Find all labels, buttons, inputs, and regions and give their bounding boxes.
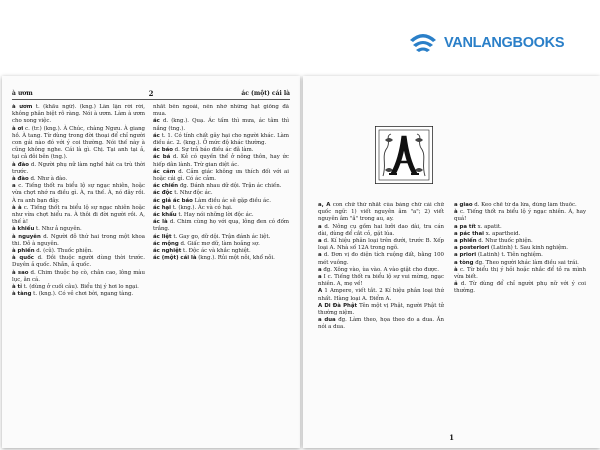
brand-logo (408, 28, 564, 58)
entry-headword: à quốc (12, 255, 34, 262)
entry-headword: ác chiến (153, 183, 179, 190)
entry-headword: a posteriori (454, 245, 490, 252)
dictionary-entry (153, 104, 289, 118)
entry-definition: t. Hay nói những lời độc ác. (178, 212, 254, 219)
entry-headword: a tòng (454, 259, 474, 266)
entry-definition: t. (kng.). Ác và có hại. (172, 204, 233, 211)
dictionary-entry (12, 255, 145, 269)
entry-headword: a pác thai (454, 230, 484, 237)
entry-definition: t. Gay go, dữ dội. Trận đánh ác liệt. (173, 233, 271, 240)
entry-definition: t. 1. Có tính chất gây hại cho người khác. Làm điều ác. 2. (kng.). Ở mức độ khác thường. (153, 132, 289, 147)
dictionary-entry (12, 291, 145, 298)
entry-headword: A (318, 288, 323, 295)
dictionary-entry (153, 255, 289, 262)
dictionary-entry (153, 234, 289, 241)
dictionary-entry (12, 162, 145, 176)
dictionary-entry (454, 252, 586, 259)
entry-definition: d. (cũ). Thuốc phiện. (36, 248, 93, 255)
entry-headword: ác liệt (153, 233, 172, 240)
entry-definition: t. (kng.). Có vẻ chơi bời, ngang tàng. (33, 291, 134, 298)
entry-headword: à khiếu (12, 226, 35, 233)
entry-definition: Làm điều ác sẽ gặp điều ác. (194, 197, 271, 204)
entry-definition: d. Người đỗ thứ hai trong một khoa thi. Đỗ à nguyên. (12, 233, 145, 247)
dictionary-entry (318, 238, 444, 252)
entry-headword: A Di Đà Phật (318, 302, 358, 309)
dictionary-entry (12, 104, 145, 126)
dictionary-entry (12, 270, 145, 284)
entry-headword: ác khẩu (153, 212, 177, 219)
header-left-guide-word: à ươm (12, 90, 33, 97)
entry-definition: đg. Xông vào, ùa vào. A vào giật cho được. (323, 266, 440, 273)
entry-headword: ác hại (153, 204, 172, 211)
dictionary-entry (318, 267, 444, 274)
entry-definition: d. Từ dùng để chỉ người phụ nữ với ý coi thường. (454, 281, 586, 295)
entry-headword: a (318, 223, 322, 230)
dictionary-entry (153, 190, 289, 197)
entry-headword: ác (một) cái là (153, 255, 197, 262)
entry-headword: à à (12, 204, 22, 211)
entry-definition: (kng.). Rủi một nỗi, khổ nỗi. (198, 255, 275, 262)
right-page (303, 76, 600, 448)
entry-definition: c. Tiếng thốt ra biểu lộ ý ngạc nhiên. À, hay quá! (454, 209, 586, 223)
entry-headword: ác là (153, 219, 168, 226)
dictionary-entry (12, 126, 145, 162)
page-header (12, 90, 290, 100)
entry-definition: d. Sự trả báo điều ác đã làm. (174, 147, 254, 154)
dictionary-entry (153, 169, 289, 183)
entry-definition: t. (khẩu ngữ). (kng.) Lân lận rời rời, không phân biệt rõ ràng. Nói à ươm. Làm à ươm cho xong việc. (12, 104, 145, 125)
entry-definition: con chữ thứ nhất của bảng chữ cái chữ quốc ngữ: 1) viết nguyên âm "a"; 2) viết nguyên âm "ă" trong au, ay. (318, 202, 444, 223)
entry-definition: d. Chim thuộc họ cò, chân cao, lông màu lục, ăn cá. (12, 269, 145, 283)
entry-definition: t. Độc ác và khắc nghiệt. (183, 248, 251, 255)
entry-headword: a pa tít (454, 223, 476, 230)
dictionary-entry (12, 183, 145, 205)
entry-definition: d. Giấc mơ dữ, làm hoảng sợ. (180, 240, 260, 247)
entry-headword: ác nghiệt (153, 248, 182, 255)
dictionary-column-2 (454, 202, 586, 442)
decorative-letter-a-icon (375, 126, 433, 184)
dictionary-entry (153, 154, 289, 168)
dictionary-entry (454, 224, 586, 231)
entry-headword: ác độc (153, 190, 173, 197)
entry-definition: t. (dùng ở cuối câu). Biểu thị ý hơi lo ngại. (23, 284, 139, 291)
entry-headword: ác giả ác báo (153, 197, 193, 204)
entry-definition: nhất bên ngoài, nên nhớ những hạt giống đã mua. (153, 104, 289, 118)
dictionary-entry (12, 205, 145, 227)
dictionary-entry (318, 224, 444, 238)
entry-headword: à (454, 266, 458, 273)
entry-definition: d. Nông cụ gồm hai lưỡi dao dài, tra cán dài, dùng để cắt cỏ, gặt lúa. (318, 223, 444, 237)
entry-definition: d. Kí hiệu phân loại trên dưới, trước B. Xếp loại A. Nhà số 12A trong ngõ. (318, 238, 444, 252)
entry-definition: x. apartheid. (485, 230, 521, 237)
entry-definition: d. Đơn vị đo diện tích ruộng đất, bằng 100 mét vuông. (318, 252, 444, 266)
dictionary-column-1 (318, 202, 444, 442)
entry-definition: c. Tiếng thốt ra biểu lộ sự ngạc nhiên hoặc như vừa chợt hiểu ra. À thôi đi đời người rồi. A, thế à! (12, 204, 145, 226)
entry-definition: d. Chim cùng họ với quạ, lông đen có đốm trắng. (153, 219, 289, 233)
entry-definition: d. Như thuốc phiện. (478, 238, 533, 245)
entry-headword: à tàng (12, 291, 32, 298)
entry-headword: a (318, 266, 322, 273)
dictionary-entry (153, 241, 289, 248)
ornamental-initial (375, 126, 433, 184)
dictionary-entry (153, 118, 289, 132)
entry-headword: à tỉ (12, 284, 22, 291)
entry-definition: Tên một vị Phật, người Phật tử thường niệm. (318, 302, 444, 317)
dictionary-entry (318, 202, 444, 224)
entry-definition: t. Như ả nguyên. (36, 226, 82, 233)
entry-definition: c. Từ biểu thị ý hỏi hoặc nhắc để tỏ ra mình vừa biết. (454, 266, 586, 281)
entry-definition: d. (kng.). Quạ. Ác tấm thì mưa, ác tâm thì nắng (tng.). (153, 118, 289, 132)
dictionary-entry (12, 234, 145, 248)
book-wave-icon (408, 30, 438, 56)
entry-headword: ác cảm (153, 168, 176, 175)
header-right-guide-word: ác (một) cái là (241, 90, 290, 97)
dictionary-entry (318, 274, 444, 288)
entry-definition: d. Cảm giác không ưa thích đối với ai hoặc cái gì. Có ác cảm. (153, 168, 289, 183)
entry-headword: ả (454, 281, 458, 288)
dictionary-entry (153, 219, 289, 233)
dictionary-entry (454, 260, 586, 267)
entry-definition: d. Keo chế từ da lừa, dùng làm thuốc. (474, 202, 577, 208)
entry-definition: c. Tiếng thốt ra biểu lộ sự ngạc nhiên, hoặc vừa chợt nhớ ra điều gì. À, ra thế. À, nó đây rồi. À ra anh bạn đây. (12, 183, 145, 204)
entry-definition: t. Như độc ác. (174, 190, 213, 197)
dictionary-entry (318, 303, 444, 317)
entry-headword: a dua (318, 317, 336, 324)
entry-definition: c. (tr.) (kng.). À Chúc, chàng Ngưu. À giang hồ. À tang. Từ dùng trong đời thoại để chỉ người con gái nào đó với ý coi thường. Nói thế này à cũng không nghe. Cái là gì. Chị. Tại anh tại ả, tại cả đôi bên (tng.). (12, 125, 145, 161)
entry-headword: a giao (454, 202, 473, 208)
left-page (2, 76, 300, 448)
entry-definition: d. Như à đào. (30, 176, 68, 183)
entry-headword: a (318, 238, 322, 245)
dictionary-entry (153, 133, 289, 147)
entry-headword: à nguyên (12, 233, 41, 240)
entry-headword: a (318, 274, 322, 281)
entry-headword: à đào (12, 176, 29, 183)
entry-definition: (Latinh) t. Tiên nghiệm. (477, 252, 543, 259)
brand-name: VANLANGBOOKS (444, 35, 565, 51)
entry-headword: à ươm (12, 104, 33, 110)
dictionary-entry (318, 317, 444, 331)
entry-definition: d. Người phụ nữ làm nghề hát ca trù thời trước. (12, 161, 145, 175)
dictionary-entry (454, 267, 586, 281)
dictionary-entry (454, 281, 586, 295)
dictionary-column-2 (153, 104, 289, 442)
entry-headword: a, A (318, 202, 331, 208)
entry-headword: ác bá (153, 154, 171, 161)
dictionary-entry (318, 288, 444, 302)
entry-definition: d. Đồi thuộc người dùng thời trước. Duyên ả quốc. Nhẫn, ả quốc. (12, 255, 145, 269)
dictionary-column-1 (12, 104, 145, 442)
entry-definition: d. Kẻ có quyền thế ở nông thôn, hay ức hiếp dân lành. Trừ gian diệt ác. (153, 154, 289, 168)
entry-headword: a (318, 252, 322, 259)
entry-headword: à phiến (12, 248, 35, 255)
entry-headword: à đào (12, 161, 29, 168)
entry-headword: ác (153, 132, 160, 139)
entry-definition: x. apatit. (477, 223, 502, 230)
entry-headword: a phiến (454, 238, 477, 245)
header-page-number: 2 (148, 89, 154, 98)
entry-headword: à ơi (12, 125, 24, 132)
dictionary-entry (318, 252, 444, 266)
entry-definition: đg. Đánh nhau dữ dội. Trận ác chiến. (179, 183, 282, 190)
dictionary-entry (12, 226, 145, 233)
page-number: 1 (449, 433, 454, 442)
entry-definition: (Latinh) t. Sau kinh nghiệm. (490, 245, 568, 252)
entry-headword: ác mộng (153, 240, 179, 247)
entry-definition: 1 Ampere, viết tắt. 2 Kí hiệu phân loại thứ nhất. Hàng loại A. Điểm A. (318, 288, 444, 302)
entry-headword: a (12, 183, 16, 190)
entry-headword: à (454, 209, 458, 216)
entry-headword: ác báo (153, 147, 173, 154)
dictionary-entry (454, 209, 586, 223)
entry-headword: ác (153, 118, 160, 125)
entry-definition: đg. Làm theo, họa theo do a dua. Ăn nói a dua. (318, 317, 444, 331)
dictionary-entry (153, 198, 289, 205)
entry-headword: à sao (12, 269, 29, 276)
entry-headword: a priori (454, 252, 477, 259)
dictionary-entry (454, 231, 586, 238)
entry-definition: đg. Theo người khác làm điều sai trái. (475, 259, 579, 266)
dictionary-entry (153, 205, 289, 212)
entry-definition: I c. Tiếng thốt ra biểu lộ sự vui mừng, ngạc nhiên. A, mẹ về! (318, 274, 444, 288)
